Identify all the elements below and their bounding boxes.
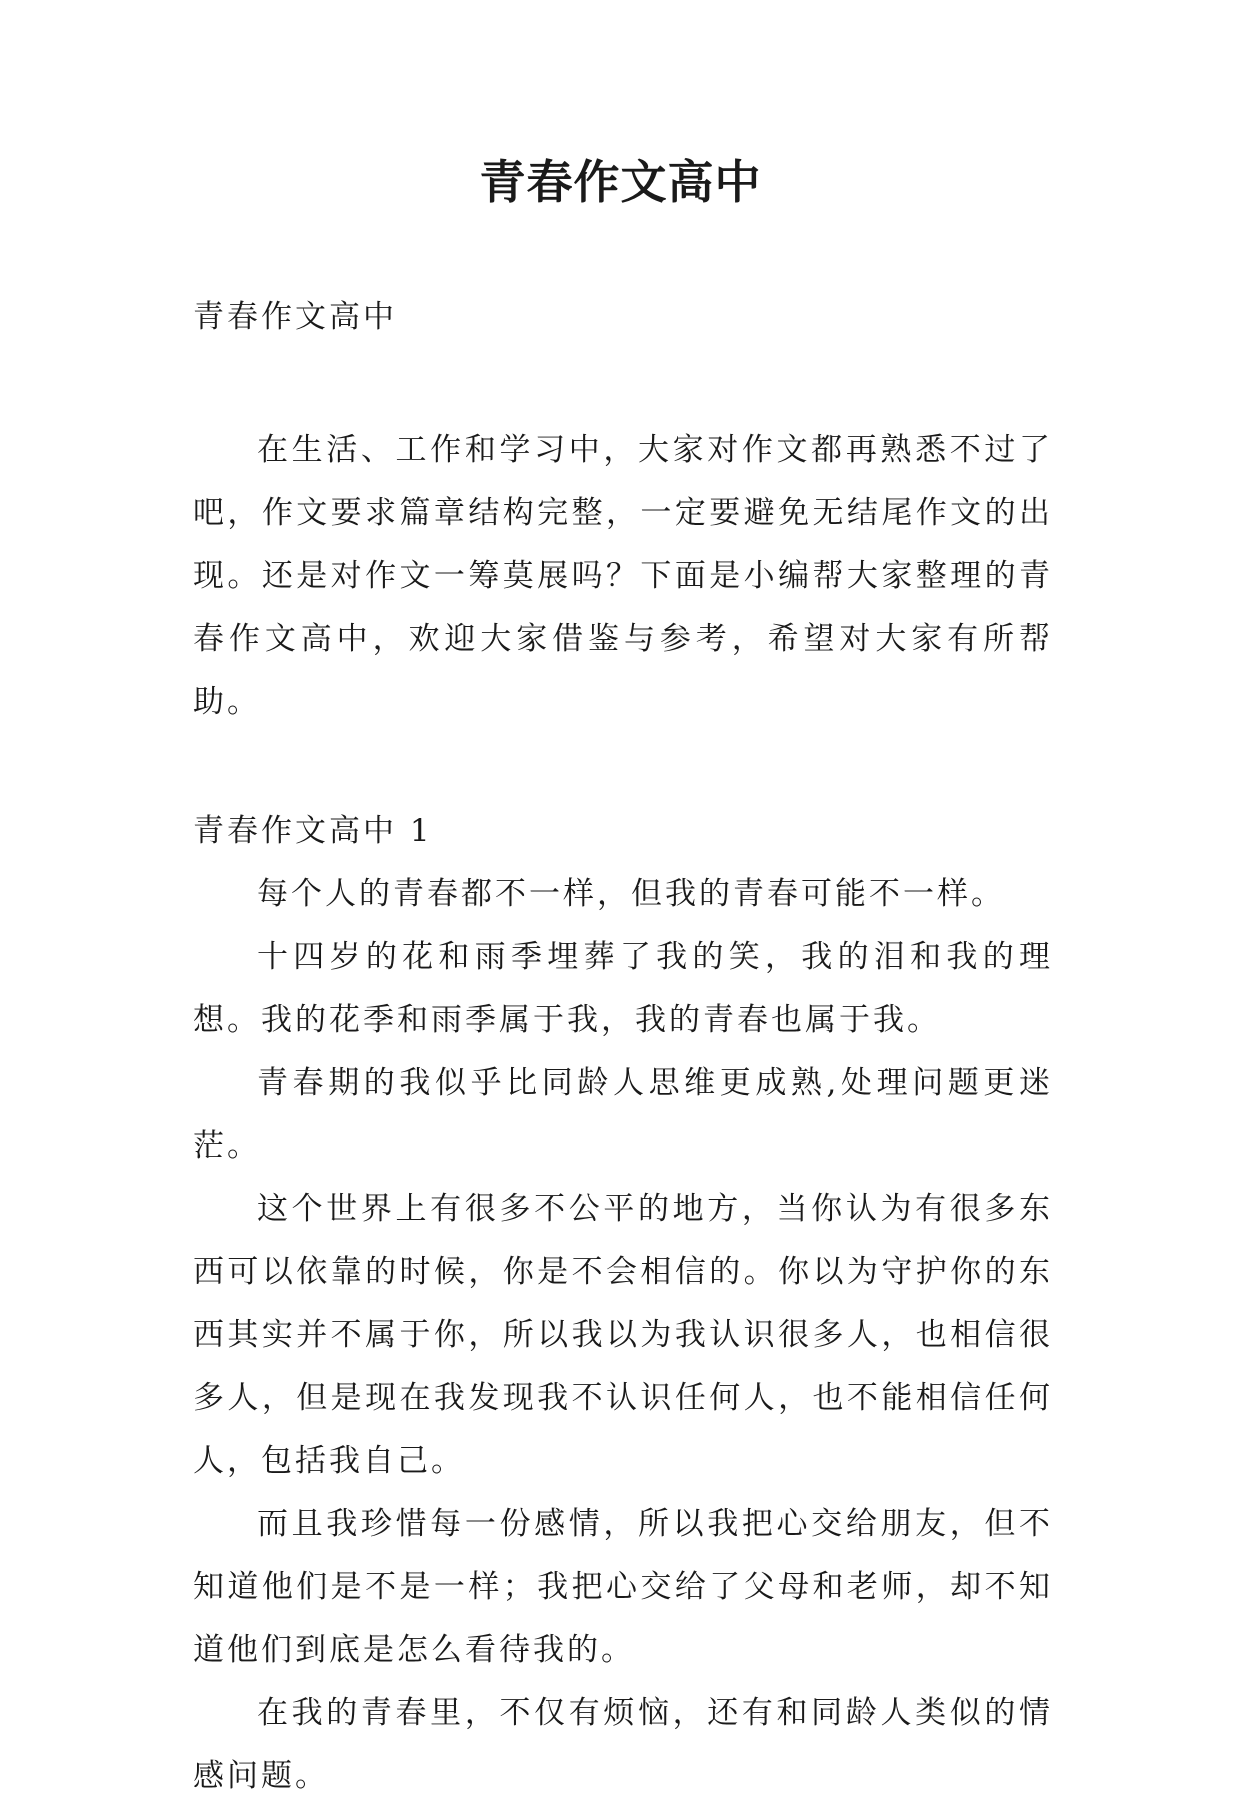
document-title: 青春作文高中: [479, 155, 762, 209]
body-paragraph: 青春期的我似乎比同龄人思维更成熟,处理问题更迷茫。: [193, 1065, 1053, 1164]
document-subtitle: 青春作文高中: [193, 299, 397, 335]
document-body: [193, 286, 1053, 1808]
intro-paragraph: 在生活、工作和学习中，大家对作文都再熟悉不过了吧，作文要求篇章结构完整，一定要避免无结尾作文的出现。还是对作文一筹莫展吗？下面是小编帮大家整理的青春作文高中，欢迎大家借鉴与参考，希望对大家有所帮助。: [193, 432, 1053, 720]
section-heading: 青春作文高中 1: [193, 813, 433, 849]
body-paragraph: 而且我珍惜每一份感情，所以我把心交给朋友，但不知道他们是不是一样；我把心交给了父母和老师，却不知道他们到底是怎么看待我的。: [193, 1506, 1053, 1668]
body-paragraph: 每个人的青春都不一样，但我的青春可能不一样。: [257, 876, 1005, 912]
body-paragraph: 在我的青春里，不仅有烦恼，还有和同龄人类似的情感问题。: [193, 1695, 1053, 1794]
body-paragraph: 十四岁的花和雨季埋葬了我的笑，我的泪和我的理想。我的花季和雨季属于我，我的青春也属于我。: [193, 939, 1053, 1038]
body-paragraph: 这个世界上有很多不公平的地方，当你认为有很多东西可以依靠的时候，你是不会相信的。你以为守护你的东西其实并不属于你，所以我以为我认识很多人，也相信很多人，但是现在我发现我不认识任何人，也不能相信任何人，包括我自己。: [193, 1191, 1053, 1479]
